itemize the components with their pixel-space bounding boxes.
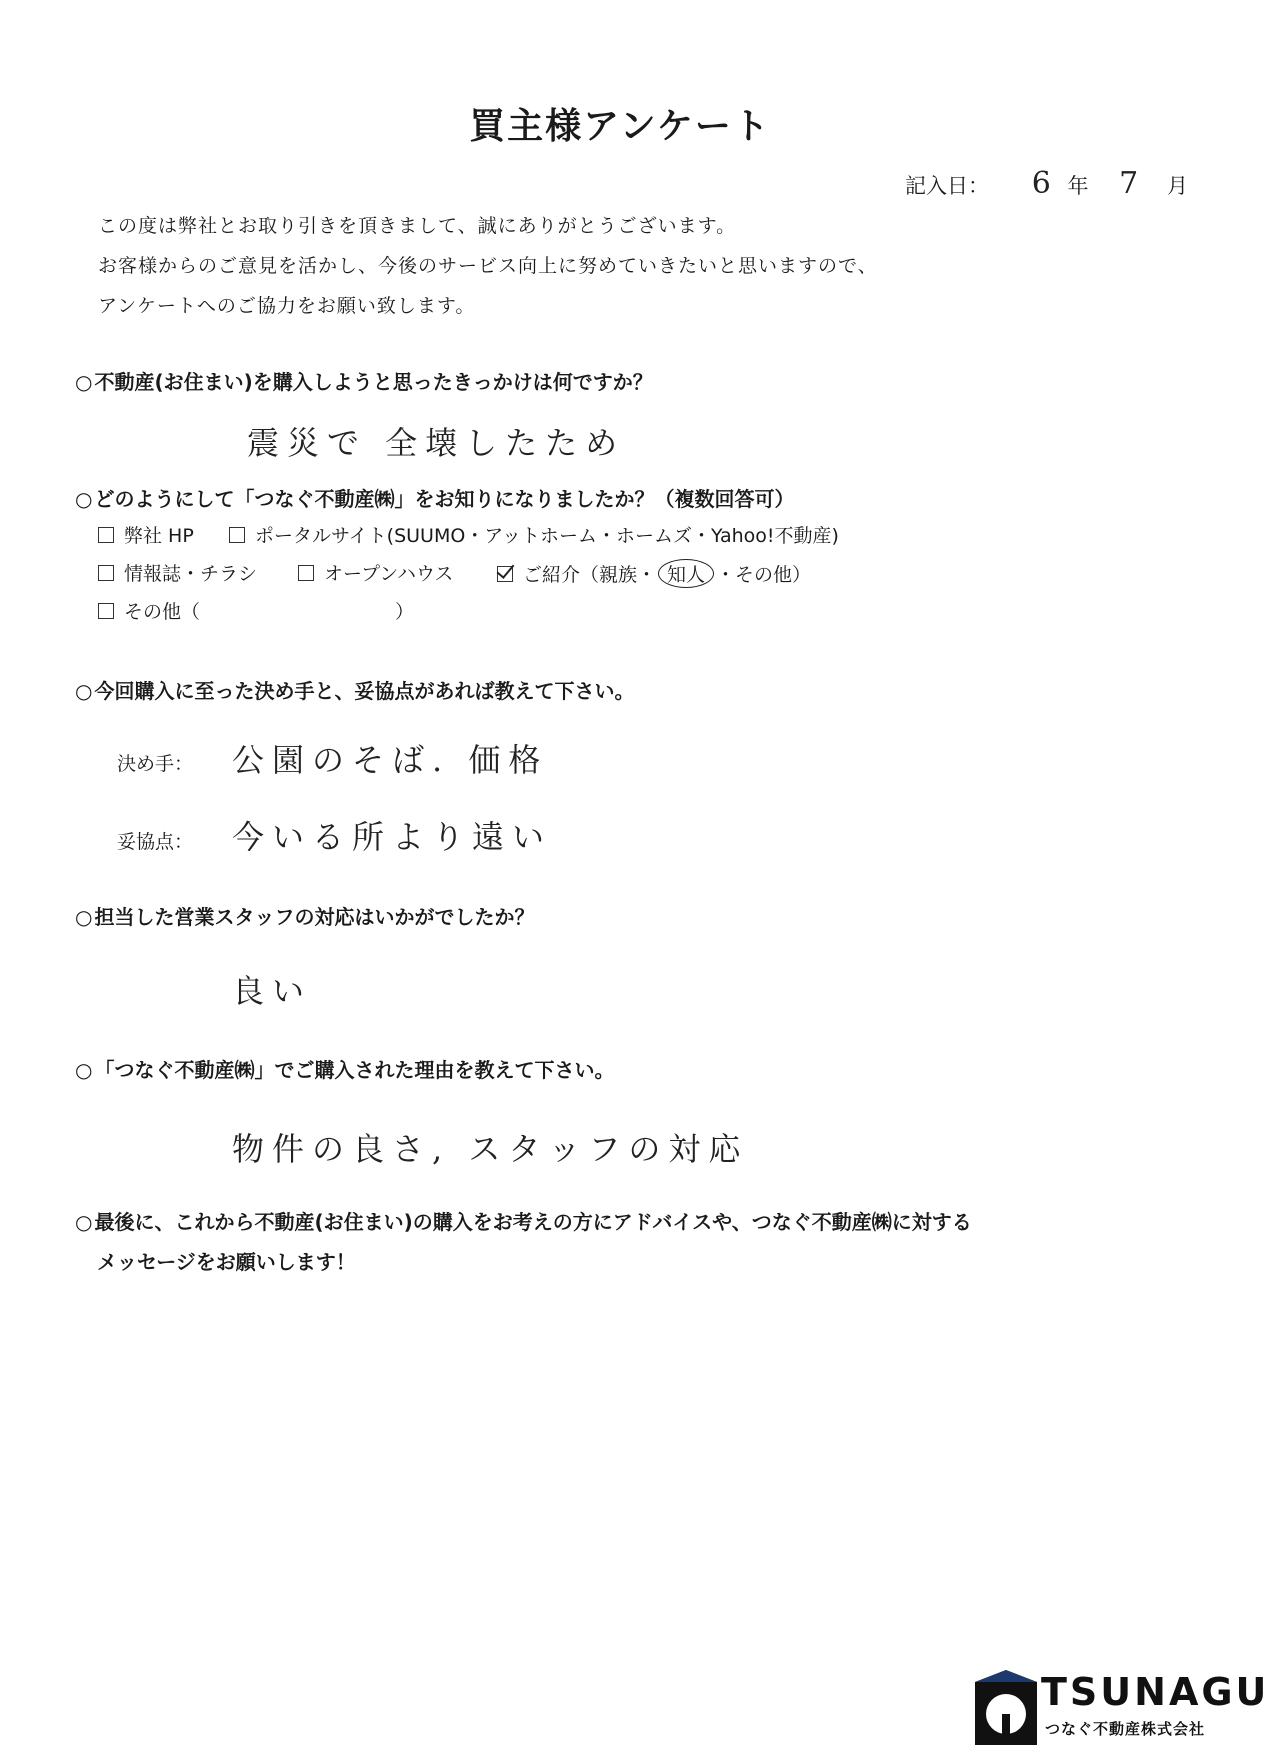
checkbox[interactable] <box>98 527 114 543</box>
question-bullet: ○ <box>75 1058 93 1082</box>
question-6 <box>75 1206 972 1235</box>
checkbox[interactable] <box>98 603 114 619</box>
answer-4: 良い <box>232 972 313 1010</box>
checkbox[interactable] <box>229 527 245 543</box>
question-2-text: どのようにして「つなぐ不動産㈱」をお知りになりましたか？（複数回答可） <box>94 487 795 511</box>
date-label: 記入日： <box>905 174 989 198</box>
circled-acquaintance: 知人 <box>658 559 714 588</box>
question-bullet: ○ <box>75 905 93 929</box>
compromise-label: 妥協点： <box>117 831 194 853</box>
question-bullet: ○ <box>75 487 93 511</box>
option-referral[interactable]: ご紹介（親族・ 知人 ・その他） <box>497 559 811 588</box>
year-label: 年 <box>1067 174 1089 198</box>
intro-line-2: お客様からのご意見を活かし、今後のサービス向上に努めていきたいと思いますので、 <box>98 255 878 277</box>
checkbox-checked[interactable] <box>497 566 513 582</box>
question-3-text: 今回購入に至った決め手と、妥協点があれば教えて下さい。 <box>94 679 635 703</box>
house-logo-icon <box>975 1670 1037 1745</box>
question-6-line-2: メッセージをお願いします！ <box>97 1250 356 1274</box>
month-value: 7 <box>1119 166 1139 201</box>
decider-label: 決め手： <box>117 753 194 775</box>
option-portal-site[interactable]: ポータルサイト(SUUMO・アットホーム・ホームズ・Yahoo!不動産) <box>229 521 839 548</box>
question-3 <box>75 675 634 704</box>
question-bullet: ○ <box>75 1210 93 1234</box>
checkbox[interactable] <box>98 565 114 581</box>
question-2 <box>75 483 794 512</box>
intro-line-3: アンケートへのご協力をお願い致します。 <box>98 295 476 317</box>
question-1 <box>75 366 653 395</box>
question-bullet: ○ <box>75 679 93 703</box>
answer-5: 物件の良さ, スタッフの対応 <box>232 1130 749 1168</box>
intro-line-1: この度は弊社とお取り引きを頂きまして、誠にありがとうございます。 <box>98 215 737 237</box>
answer-1: 震災で 全壊したため <box>247 424 626 462</box>
page-title: 買主様アンケート <box>469 106 771 147</box>
question-bullet: ○ <box>75 370 93 394</box>
option-other[interactable]: その他（ ） <box>98 597 414 624</box>
year-value: 6 <box>1031 166 1051 201</box>
question-4 <box>75 901 534 930</box>
option-company-hp[interactable]: 弊社 HP <box>98 521 194 548</box>
decider-answer: 公園のそば. 価格 <box>232 741 549 779</box>
compromise-answer: 今いる所より遠い <box>232 818 553 856</box>
logo-wordmark: TSUNAGU <box>1041 1670 1269 1714</box>
question-1-text: 不動産(お住まい)を購入しようと思ったきっかけは何ですか？ <box>94 370 653 394</box>
option-magazine-flyer[interactable]: 情報誌・チラシ <box>98 559 257 586</box>
option-open-house[interactable]: オープンハウス <box>298 559 453 586</box>
question-5-text: 「つなぐ不動産㈱」でご購入された理由を教えて下さい。 <box>94 1058 615 1082</box>
question-4-text: 担当した営業スタッフの対応はいかがでしたか？ <box>94 905 535 929</box>
question-6-text: 最後に、これから不動産(お住まい)の購入をお考えの方にアドバイスや、つなぐ不動産㈱に対する <box>94 1210 972 1234</box>
company-logo <box>975 1670 1269 1745</box>
month-label: 月 <box>1166 174 1188 198</box>
checkbox[interactable] <box>298 565 314 581</box>
question-5 <box>75 1054 614 1083</box>
logo-company-name: つなぐ不動産株式会社 <box>1045 1720 1206 1738</box>
entry-date <box>905 166 1188 201</box>
